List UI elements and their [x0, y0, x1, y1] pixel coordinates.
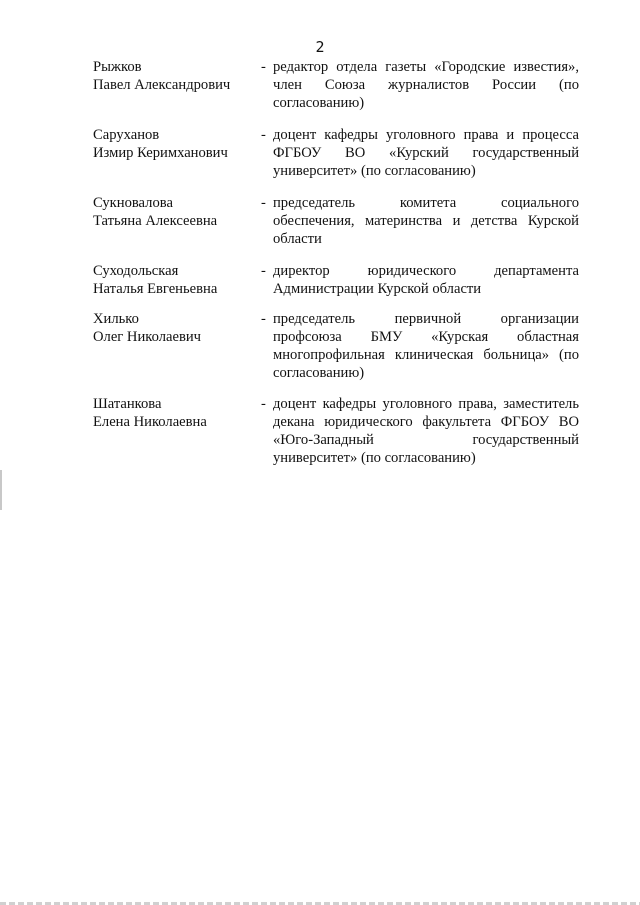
dash-separator: - — [261, 195, 266, 211]
member-given-names: Наталья Евгеньевна — [93, 281, 218, 297]
position-line: декана юридического факультета ФГБОУ ВО — [273, 414, 579, 430]
position-line: области — [273, 231, 322, 247]
dash-separator: - — [261, 396, 266, 412]
member-position — [273, 310, 579, 382]
position-line: согласованию) — [273, 365, 365, 381]
member-position — [273, 126, 579, 180]
member-name — [93, 194, 258, 230]
member-name — [93, 395, 258, 431]
member-surname: Сукновалова — [93, 195, 173, 211]
member-surname: Саруханов — [93, 127, 160, 143]
position-line: председатель первичной организации — [273, 311, 579, 327]
member-surname: Хилько — [93, 311, 139, 327]
member-given-names: Татьяна Алексеевна — [93, 213, 218, 229]
position-line: председатель комитета социального — [273, 195, 579, 211]
member-given-names: Олег Николаевич — [93, 329, 202, 345]
member-surname: Шатанкова — [93, 396, 162, 412]
position-line: редактор отдела газеты «Городские известия», — [273, 59, 579, 75]
dash-separator: - — [261, 311, 266, 327]
dash-separator: - — [261, 59, 266, 75]
member-name — [93, 262, 258, 298]
member-name — [93, 58, 258, 94]
member-name — [93, 126, 258, 162]
position-line: доцент кафедры уголовного права и процесса — [273, 127, 579, 143]
position-line: многопрофильная клиническая больница» (по — [273, 347, 579, 363]
position-line: член Союза журналистов России (по — [273, 77, 579, 93]
scan-edge-mark — [0, 470, 2, 510]
position-line: университет» (по согласованию) — [273, 163, 476, 179]
dash-separator: - — [261, 263, 266, 279]
position-line: директор юридического департамента — [273, 263, 579, 279]
position-line: Администрации Курской области — [273, 281, 482, 297]
member-given-names: Елена Николаевна — [93, 414, 207, 430]
member-name — [93, 310, 258, 346]
position-line: обеспечения, материнства и детства Курской — [273, 213, 579, 229]
position-line: согласованию) — [273, 95, 365, 111]
position-line: профсоюза БМУ «Курская областная — [273, 329, 579, 345]
member-position — [273, 395, 579, 467]
page-number: 2 — [315, 38, 325, 56]
position-line: «Юго-Западный государственный — [273, 432, 579, 448]
member-given-names: Павел Александрович — [93, 77, 231, 93]
position-line: университет» (по согласованию) — [273, 450, 476, 466]
member-position — [273, 194, 579, 248]
member-position — [273, 58, 579, 112]
member-surname: Суходольская — [93, 263, 179, 279]
member-given-names: Измир Керимханович — [93, 145, 228, 161]
dash-separator: - — [261, 127, 266, 143]
member-position — [273, 262, 579, 298]
member-surname: Рыжков — [93, 59, 142, 75]
position-line: ФГБОУ ВО «Курский государственный — [273, 145, 579, 161]
position-line: доцент кафедры уголовного права, заместитель — [273, 396, 579, 412]
